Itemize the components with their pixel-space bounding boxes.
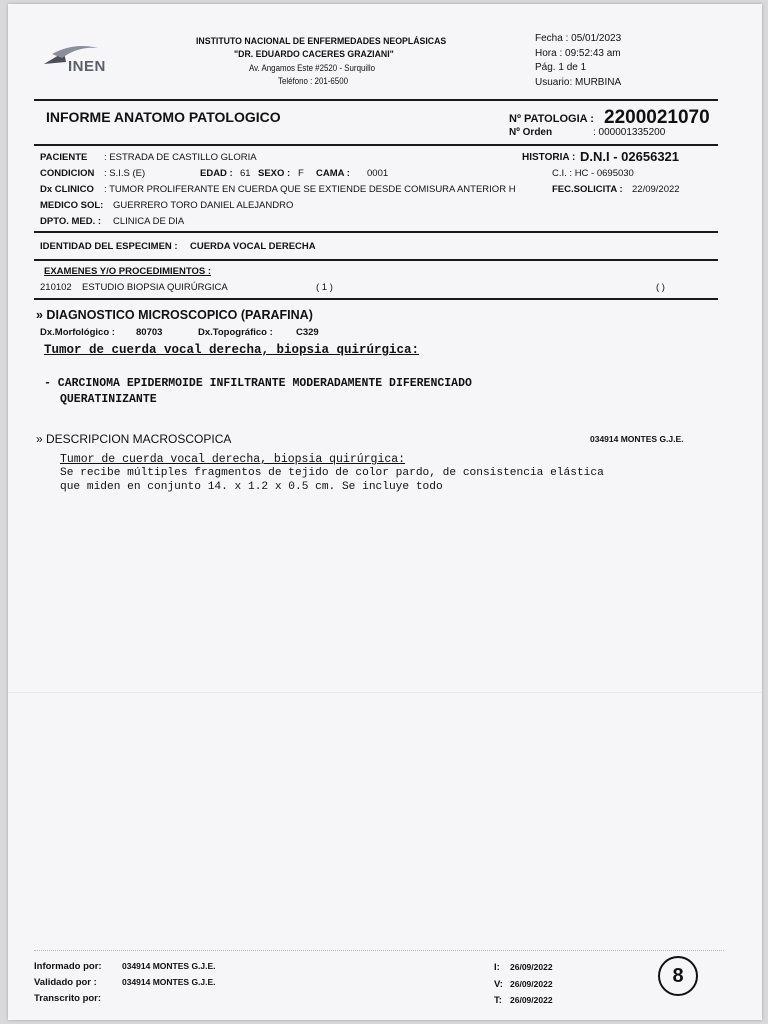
informado-value: 034914 MONTES G.J.E. [122,961,216,971]
historia-value: D.N.I - 02656321 [580,149,680,164]
patologia-label: Nº PATOLOGIA : [509,113,594,125]
diagnosis-subtitle: Tumor de cuerda vocal derecha, biopsia quirúrgica: [44,343,420,357]
report-date: Fecha : 05/01/2023 [535,33,622,44]
divider [34,259,718,261]
validado-label: Validado por : [34,977,97,988]
validated-date: 26/09/2022 [510,979,553,989]
topografico-label: Dx.Topográfico : [198,327,273,338]
divider [34,298,718,300]
condicion-value: : S.I.S (E) [104,168,146,179]
inen-logo [42,44,132,78]
especimen-value: CUERDA VOCAL DERECHA [190,241,316,252]
logo-text: INEN [68,58,106,75]
macro-line-1: Se recibe múltiples fragmentos de tejido de color pardo, de consistencia elástica [60,467,604,479]
morfologico-label: Dx.Morfológico : [40,327,115,338]
medico-value: GUERRERO TORO DANIEL ALEJANDRO [113,200,294,211]
report-title: INFORME ANATOMO PATOLOGICO [46,109,281,125]
institute-phone: Teléfono : 201-6500 [278,76,349,86]
paper-fold [8,692,762,693]
institute-subname: "DR. EDUARDO CACERES GRAZIANI" [234,49,394,60]
informed-date-label: I: [494,962,500,973]
handwritten-page-mark: 8 [658,956,698,996]
paciente-label: PACIENTE [40,152,88,163]
macro-author: 034914 MONTES G.J.E. [590,434,684,444]
report-time: Hora : 09:52:43 am [535,48,621,59]
exam-blank: ( ) [656,282,665,293]
macro-heading: » DESCRIPCION MACROSCOPICA [36,432,232,446]
ci-value: C.I. : HC - 0695030 [552,168,634,179]
cama-value: 0001 [367,168,389,179]
divider [34,99,718,101]
macro-line-2: que miden en conjunto 14. x 1.2 x 0.5 cm. Se incluye todo [60,481,443,493]
divider [34,231,718,233]
validated-date-label: V: [494,979,503,990]
validado-value: 034914 MONTES G.J.E. [122,977,216,987]
diagnosis-line-2: QUERATINIZANTE [60,393,157,406]
fec-solicita-value: 22/09/2022 [632,184,680,195]
transcribed-date: 26/09/2022 [510,995,553,1005]
macro-subtitle: Tumor de cuerda vocal derecha, biopsia quirúrgica: [60,453,406,466]
informado-label: Informado por: [34,961,102,972]
orden-number: : 000001335200 [593,127,666,138]
dpto-label: DPTO. MED. : [40,216,102,227]
morfologico-value: 80703 [136,327,163,338]
dx-clinico-label: Dx CLINICO [40,184,94,195]
dpto-value: CLINICA DE DIA [113,216,185,227]
edad-label: EDAD : [200,168,233,179]
sexo-value: F [298,168,304,179]
report-user: Usuario: MURBINA [535,77,622,88]
institute-name: INSTITUTO NACIONAL DE ENFERMEDADES NEOPLÁSICAS [196,36,447,47]
page-number: Pág. 1 de 1 [535,62,587,73]
diagnosis-line-1: - CARCINOMA EPIDERMOIDE INFILTRANTE MODERADAMENTE DIFERENCIADO [44,377,472,390]
footer-divider [34,950,724,951]
diagnosis-heading: » DIAGNOSTICO MICROSCOPICO (PARAFINA) [36,308,313,322]
divider [34,144,718,146]
patologia-number: 2200021070 [604,107,710,128]
transcribed-date-label: T: [494,995,502,1006]
fec-solicita-label: FEC.SOLICITA : [552,184,623,195]
institute-address: Av. Angamos Este #2520 - Surquillo [249,63,376,73]
topografico-value: C329 [296,327,319,338]
exam-name: ESTUDIO BIOPSIA QUIRÚRGICA [82,282,228,293]
report-page [8,4,762,1020]
paciente-value: : ESTRADA DE CASTILLO GLORIA [104,152,257,163]
transcrito-label: Transcrito por: [34,993,102,1004]
exams-heading: EXAMENES Y/O PROCEDIMIENTOS : [44,266,211,277]
orden-label: Nº Orden [509,127,553,138]
informed-date: 26/09/2022 [510,962,553,972]
cama-label: CAMA : [316,168,350,179]
exam-qty: ( 1 ) [316,282,333,293]
edad-value: 61 [240,168,251,179]
medico-label: MEDICO SOL: [40,200,104,211]
exam-code: 210102 [40,282,72,293]
sexo-label: SEXO : [258,168,291,179]
dx-clinico-value: : TUMOR PROLIFERANTE EN CUERDA QUE SE EXTIENDE DESDE COMISURA ANTERIOR H [104,184,516,195]
condicion-label: CONDICION [40,168,95,179]
historia-label: HISTORIA : [522,152,576,163]
especimen-label: IDENTIDAD DEL ESPECIMEN : [40,241,178,252]
